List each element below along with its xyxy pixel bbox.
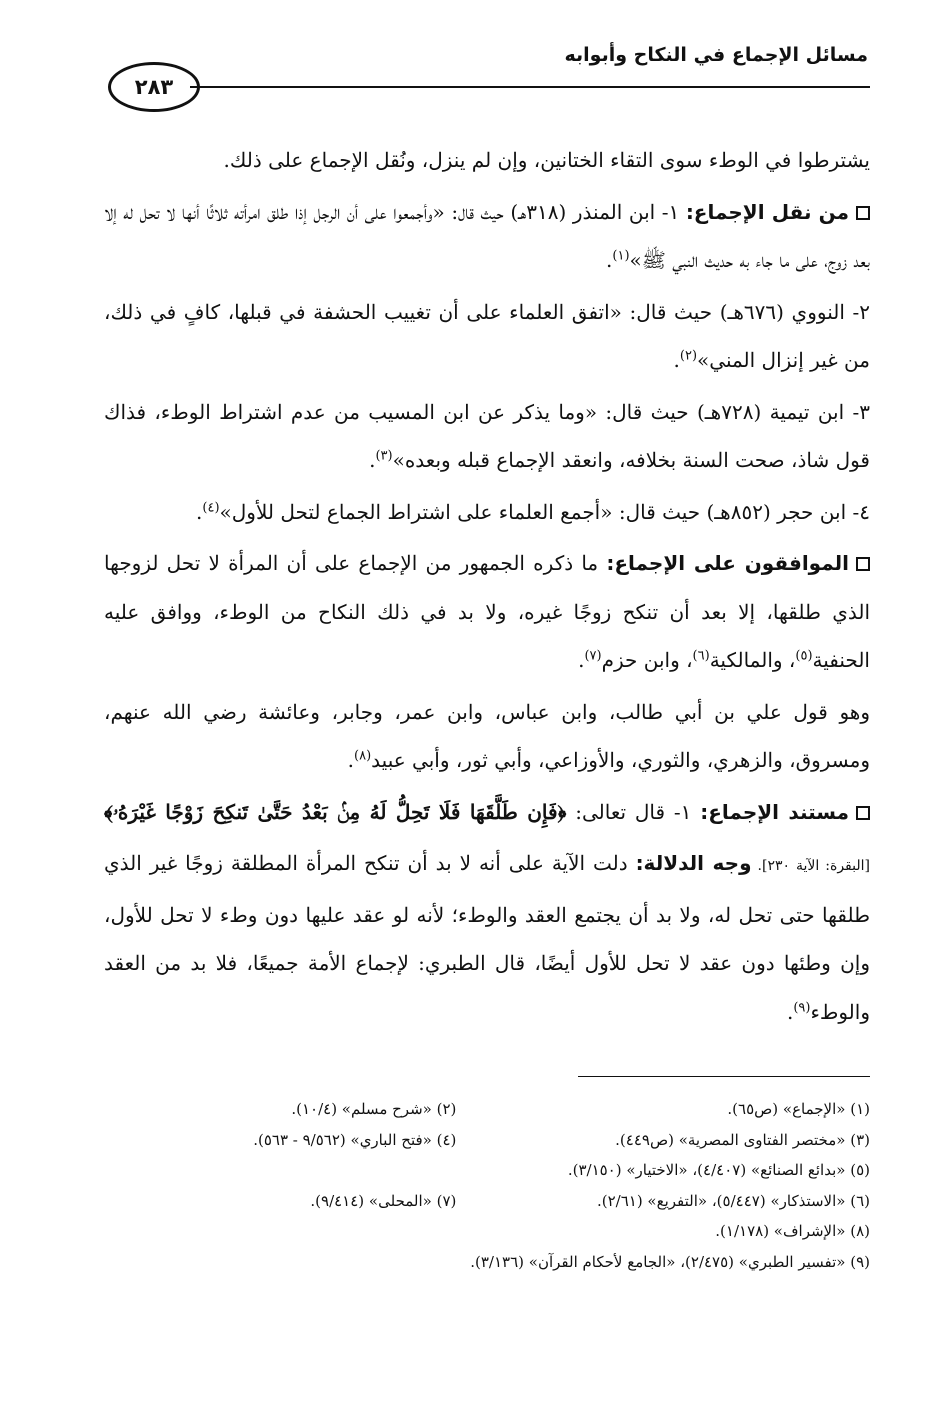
footnote-2: (٢) «شرح مسلم» (١٠/٤). [291,1100,457,1119]
footnote-8: (٨) «الإشراف» (١/١٧٨). [715,1222,870,1241]
footnote-9: (٩) «تفسير الطبري» (٢/٤٧٥)، «الجامع لأحكام القرآن» (٣/١٣٦). [470,1252,870,1271]
paragraph-ijma-transmitters: من نقل الإجماع: ١- ابن المنذر (٣١٨هـ) حيث قال: «وأجمعوا على أن الرجل إذا طلق امرأته ثلاثًا أنها لا تحل له إلا بعد زوج، على ما جاء به حديث النبي ﷺ»$^{(١)}$. [104,199,870,272]
footnote-ref: (٨) [354,748,372,764]
footnote-ref: (٤) [202,499,220,515]
section-marker-icon [856,557,870,571]
footnote-4: (٤) «فتح الباري» (٩/٥٦٢ - ٥٦٣). [253,1130,457,1149]
paragraph-ibn-hajar: ٤- ابن حجر (٨٥٢هـ) حيث قال: «أجمع العلماء على اشتراط الجماع لتحل للأول»$^{(٤)}$. [196,499,870,524]
main-text [104,136,870,1039]
inline-heading: وجه الدلالة: [635,851,752,875]
running-header-title: مسائل الإجماع في النكاح وأبوابه [564,44,868,66]
footnote-ref: (٥) [795,648,813,664]
footnote-ref: (٩) [793,999,811,1015]
page-number-badge [108,62,200,112]
footnote-ref: (٦) [692,648,710,664]
verse-reference: [البقرة: الآية ٢٣٠]. [751,858,870,874]
quran-verse: ﴿فَإِن طَلَّقَهَا فَلَا تَحِلُّ لَهُ مِنۢ بَعْدُ حَتَّىٰ تَنكِحَ زَوْجًا غَيْرَهُۥ﴾ [104,799,567,824]
footnote-6: (٦) «الاستذكار» (٥/٤٤٧)، «التفريع» (٢/٦١). [596,1191,870,1210]
paragraph-ibn-taymiyya: ٣- ابن تيمية (٧٢٨هـ) حيث قال: «وما يذكر عن ابن المسيب من عدم اشتراط الوطء، فذاك قول شاذ، صحت السنة بخلافه، وانعقد الإجماع قبله وبعده»$^{(٣)}$. [104,399,870,472]
paragraph-agreeing-scholars: الموافقون على الإجماع: ما ذكره الجمهور من الإجماع على أن المرأة لا تحل لزوجها الذي طلقها، إلا بعد أن تنكح زوجًا غيره، ولا بد في ذلك النكاح من الوطء، ووافق عليه الحنفية$^{(٥)}$، والمالكية$^{(٦)}$، وابن حزم$^{(٧)}$. [104,551,870,672]
paragraph-evidence: مستند الإجماع: ١- قال تعالى: ﴿فَإِن طَلَّقَهَا فَلَا تَحِلُّ لَهُ مِنۢ بَعْدُ حَتَّىٰ تَنكِحَ زَوْجًا غَيْرَهُۥ﴾ [البقرة: الآية ٢٣٠]. وجه الدلالة: دلت الآية على أنه لا بد أن تنكح المرأة المطلقة زوجًا غير الذي طلقها حتى تحل له، ولا بد أن يجتمع العقد والوطء؛ لأنه لو عقد عليها دون وطء لا تحل للأول، وإن وطئها دون عقد لا تحل للأول أيضًا، قال الطبري: لإجماع الأمة جميعًا، فلا بد من العقد والوطء$^{(٩)}$. [104,799,870,1024]
footnote-ref: (٢) [679,348,698,364]
footnote-ref: (١) [612,248,630,264]
section-heading: الموافقون على الإجماع: [606,551,849,575]
page-number: ٢٨٣ [134,75,174,99]
footnote-1: (١) «الإجماع» (ص٦٥). [727,1100,870,1119]
footnotes [104,1094,870,1277]
footnote-rule [578,1076,870,1077]
paragraph-continuation: يشترطوا في الوطء سوى التقاء الختانين، وإن لم ينزل، ونُقل الإجماع على ذلك. [223,148,870,172]
footnote-7: (٧) «المحلى» (٩/٤١٤). [310,1191,457,1210]
section-heading: مستند الإجماع: [700,799,850,824]
footnote-ref: (٧) [584,648,602,664]
section-marker-icon [856,206,870,220]
footnote-3: (٣) «مختصر الفتاوى المصرية» (ص٤٤٩). [615,1130,870,1149]
paragraph-nawawi: ٢- النووي (٦٧٦هـ) حيث قال: «اتفق العلماء على أن تغييب الحشفة في قبلها، كافٍ في ذلك، من غير إنزال المني»$^{(٢)}$. [104,299,870,372]
footnote-ref: (٣) [375,448,393,464]
section-marker-icon [856,806,870,820]
footnote-5: (٥) «بدائع الصنائع» (٤/٤٠٧)، «الاختيار» (٣/١٥٠). [567,1161,870,1180]
paragraph-companions: وهو قول علي بن أبي طالب، وابن عباس، وابن عمر، وجابر، وعائشة رضي الله عنهم، ومسروق، والزهري، والثوري، والأوزاعي، وأبي ثور، وأبي عبيد$^{(٨)}$. [104,699,870,772]
section-heading: من نقل الإجماع: [685,199,850,224]
header-rule [190,86,870,88]
